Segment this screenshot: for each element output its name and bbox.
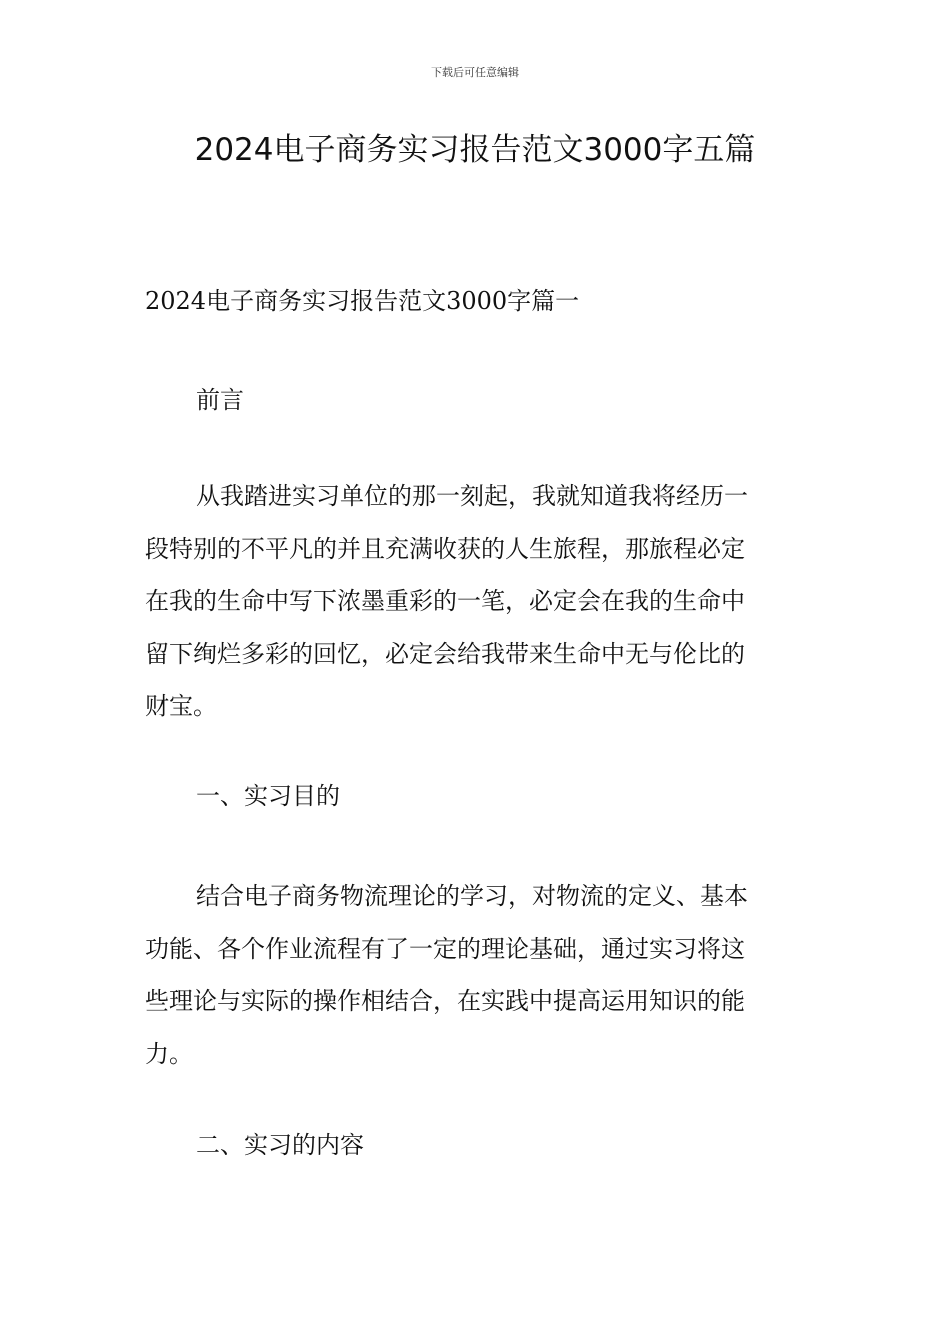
paragraph-line: 在我的生命中写下浓墨重彩的一笔，必定会在我的生命中 — [145, 587, 745, 615]
paragraph-line: 财宝。 — [145, 692, 217, 720]
preface-heading: 前言 — [196, 386, 244, 414]
paragraph-line: 些理论与实际的操作相结合，在实践中提高运用知识的能 — [145, 987, 745, 1015]
heading-purpose: 一、实习目的 — [196, 782, 340, 810]
paragraph-line: 段特别的不平凡的并且充满收获的人生旅程，那旅程必定 — [145, 534, 745, 563]
paragraph-line: 功能、各个作业流程有了一定的理论基础，通过实习将这 — [145, 934, 745, 963]
purpose-paragraph — [145, 870, 748, 1080]
header-note: 下载后可任意编辑 — [431, 66, 519, 79]
paragraph-line: 结合电子商务物流理论的学习，对物流的定义、基本 — [196, 882, 748, 910]
preface-paragraph — [145, 470, 748, 733]
paragraph-line: 力。 — [145, 1039, 193, 1068]
heading-content: 二、实习的内容 — [196, 1131, 364, 1159]
section-title: 2024电子商务实习报告范文3000字篇一 — [145, 287, 580, 315]
paragraph-line: 从我踏进实习单位的那一刻起，我就知道我将经历一 — [196, 482, 748, 510]
paragraph-line: 留下绚烂多彩的回忆，必定会给我带来生命中无与伦比的 — [145, 639, 745, 668]
document-title: 2024电子商务实习报告范文3000字五篇 — [194, 132, 756, 168]
